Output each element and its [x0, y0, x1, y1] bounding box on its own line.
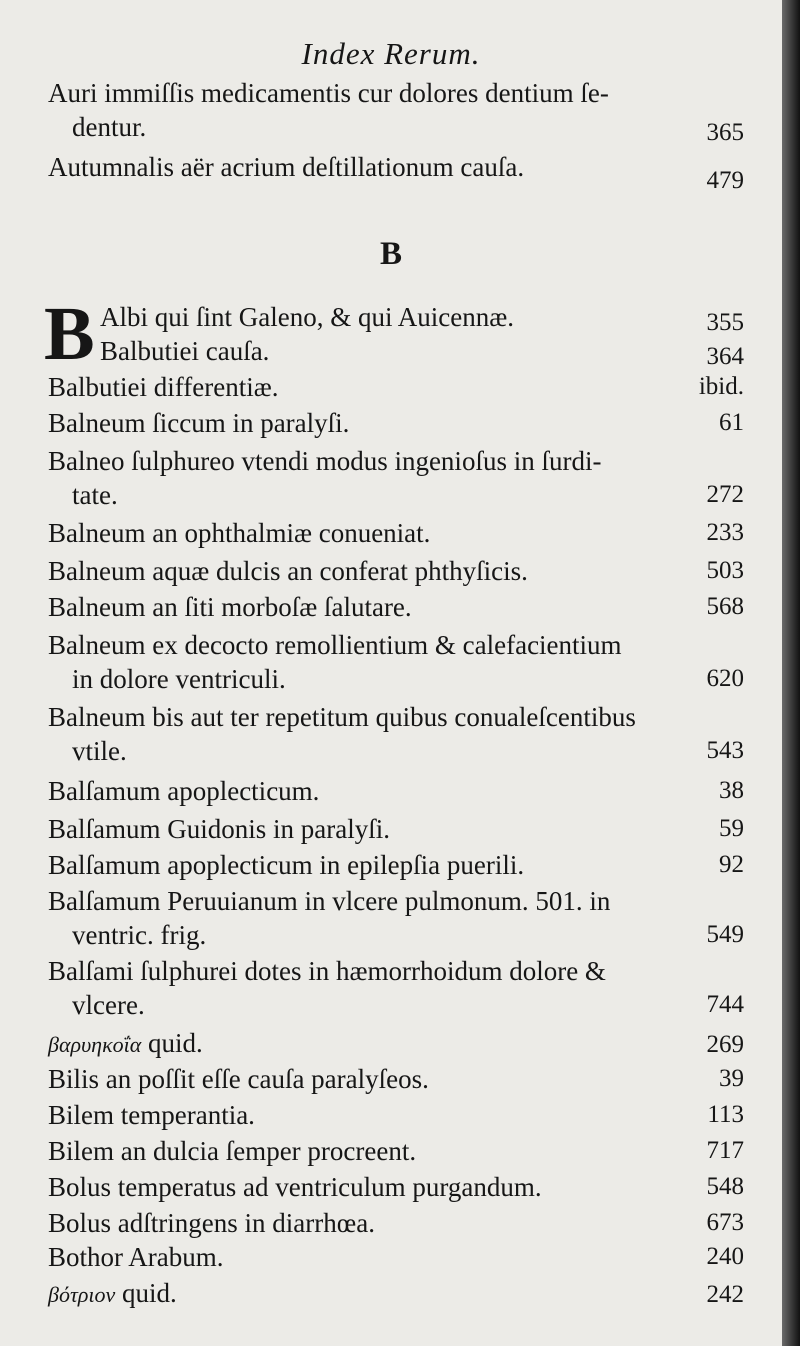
entry-line: vtile.: [72, 736, 127, 766]
page-number: 61: [719, 409, 744, 436]
page-edge-shadow: [782, 0, 800, 1346]
entry-line: Balbutiei cauſa.: [100, 336, 270, 366]
index-entry: [48, 554, 744, 588]
page-number: 59: [719, 815, 744, 842]
page-number: 568: [706, 593, 744, 620]
entry-line: vlcere.: [72, 990, 145, 1020]
page-number: 548: [706, 1173, 744, 1200]
page-number: 240: [706, 1243, 744, 1270]
drop-cap: B: [44, 292, 95, 376]
entry-line: Balneum ſiccum in paralyſi.: [48, 408, 350, 438]
entry-line: Balſami ſulphurei dotes in hæmorrhoidum dolore &: [48, 956, 606, 986]
running-head: Index Rerum.: [301, 36, 481, 71]
index-entry: [48, 1170, 744, 1204]
entry-line: Balſamum Guidonis in paralyſi.: [48, 814, 390, 844]
index-entry: [48, 1026, 744, 1062]
entry-line: Balneum ex decocto remollientium & calefacientium: [48, 630, 622, 660]
entry-line: Bilem an dulcia ſemper procreent.: [48, 1136, 417, 1166]
entry-line: Bothor Arabum.: [48, 1242, 224, 1272]
index-entry: [48, 1206, 744, 1240]
entry-line: Bolus adſtringens in diarrhœa.: [48, 1208, 375, 1238]
page-number: 242: [706, 1281, 744, 1308]
page-number: 364: [706, 343, 744, 370]
entry-line: Balneo ſulphureo vtendi modus ingenioſus in ſurdi-: [48, 446, 602, 476]
entry-line: tate.: [72, 480, 118, 510]
entry-line: dentur.: [72, 112, 147, 142]
entry-line: Balneum an ſiti morboſæ ſalutare.: [48, 592, 412, 622]
entry-line: Albi qui ſint Galeno, & qui Auicennæ.: [100, 302, 514, 332]
index-entry: [48, 700, 744, 768]
index-entry: [48, 406, 744, 440]
entry-line: Balneum an ophthalmiæ conueniat.: [48, 518, 431, 548]
page-number: 233: [706, 519, 744, 546]
greek-term: βαρυηκοΐα: [48, 1032, 142, 1057]
index-entry: [100, 300, 744, 334]
page-number: 549: [706, 921, 744, 948]
page-number: 39: [719, 1065, 744, 1092]
index-entry: [48, 1062, 744, 1096]
page-number: 543: [706, 737, 744, 764]
index-entry: [48, 590, 744, 624]
index-entry: [48, 516, 744, 550]
entry-line: Bolus temperatus ad ventriculum purgandum.: [48, 1172, 542, 1202]
page-number: 717: [706, 1137, 744, 1164]
entry-line: in dolore ventriculi.: [72, 664, 286, 694]
index-entry: [48, 370, 744, 404]
page-number: 620: [706, 665, 744, 692]
section-heading: B: [379, 236, 402, 272]
page-number: 479: [706, 167, 744, 194]
entry-line: Autumnalis aër acrium deſtillationum cauſa.: [48, 152, 525, 182]
index-entry: [48, 150, 744, 194]
entry-line: Balneum bis aut ter repetitum quibus conualeſcentibus: [48, 702, 636, 732]
index-entry: [48, 444, 744, 512]
entry-line: βότριον quid.: [48, 1278, 177, 1308]
index-entry: [48, 1134, 744, 1168]
index-entry: [48, 774, 744, 808]
page-number: 38: [719, 777, 744, 804]
page-number: 92: [719, 851, 744, 878]
entry-line: βαρυηκοΐα quid.: [48, 1028, 203, 1058]
index-entry: [48, 1098, 744, 1132]
index-entry: [48, 812, 744, 846]
entry-line: Auri immiſſis medicamentis cur dolores dentium ſe-: [48, 78, 609, 108]
entry-line: Bilis an poſſit eſſe cauſa paralyſeos.: [48, 1064, 429, 1094]
page-number: 365: [706, 119, 744, 146]
entry-line: Balſamum apoplecticum.: [48, 776, 320, 806]
entry-line: Bilem temperantia.: [48, 1100, 255, 1130]
page-number: 744: [706, 991, 744, 1018]
entry-line: Balſamum Peruuianum in vlcere pulmonum. 501. in: [48, 886, 611, 916]
index-entry: [100, 334, 744, 368]
index-entry: [48, 628, 744, 696]
greek-term: βότριον: [48, 1282, 116, 1307]
index-entry: [48, 1276, 744, 1312]
index-entry: [48, 848, 744, 882]
page-number: 673: [706, 1209, 744, 1236]
page-number: 355: [706, 309, 744, 336]
entry-line: ventric. frig.: [72, 920, 207, 950]
entry-line: Balſamum apoplecticum in epilepſia puerili.: [48, 850, 525, 880]
entry-line: Balneum aquæ dulcis an conferat phthyſicis.: [48, 556, 528, 586]
index-entry: [48, 76, 744, 144]
page-number: 269: [706, 1031, 744, 1058]
index-entry: [48, 954, 744, 1022]
page-number: 272: [706, 481, 744, 508]
page-number: ibid.: [698, 373, 744, 400]
page-number: 503: [706, 557, 744, 584]
index-entry: [48, 884, 744, 952]
page-number: 113: [707, 1101, 744, 1128]
index-entry: [48, 1240, 744, 1274]
entry-line: Balbutiei differentiæ.: [48, 372, 279, 402]
